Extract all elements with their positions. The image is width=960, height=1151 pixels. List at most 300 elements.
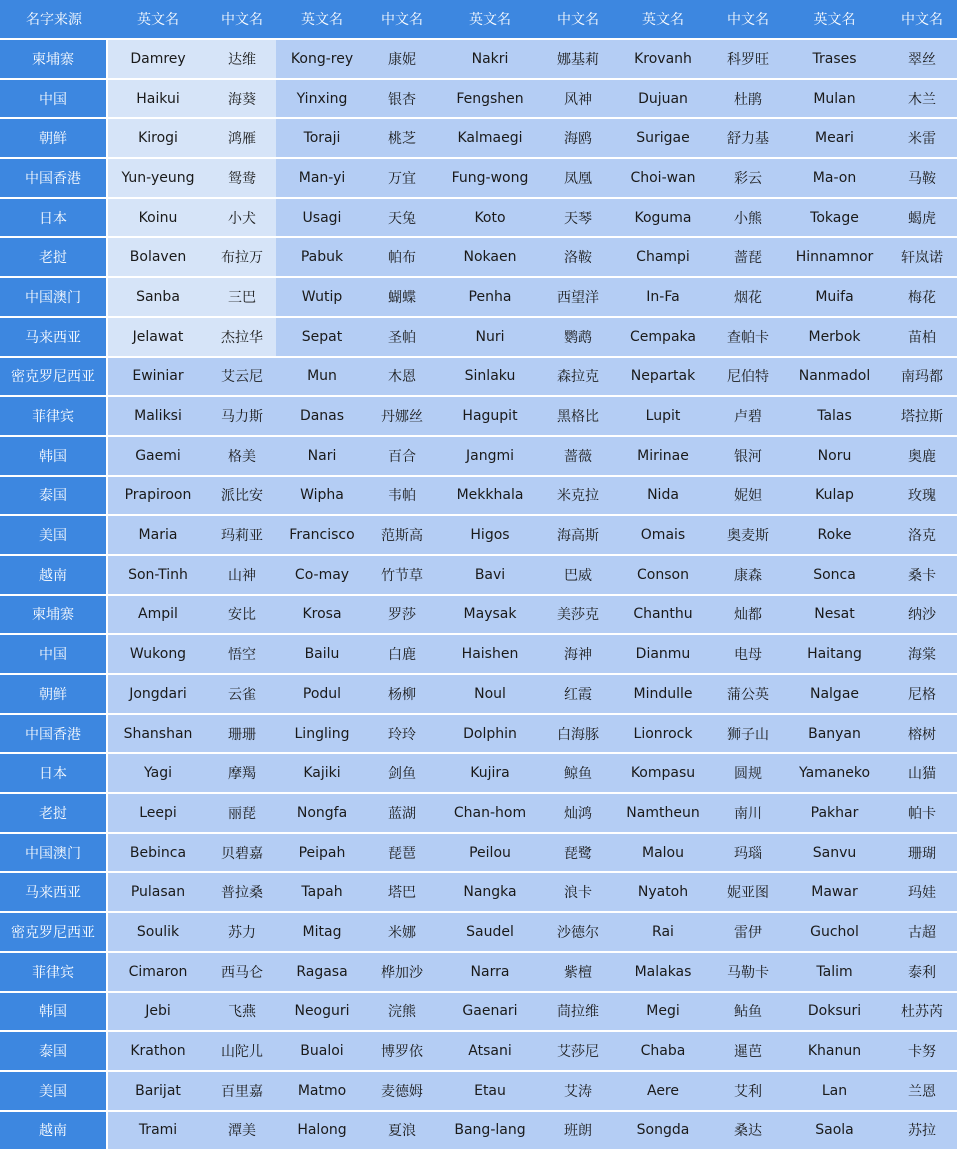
english-name-cell: Malakas xyxy=(612,953,714,993)
english-name-cell: Kulap xyxy=(782,477,887,517)
table-row xyxy=(0,1112,957,1151)
english-name-cell: Wukong xyxy=(108,635,208,675)
table-row xyxy=(0,596,957,636)
english-name-cell: Bang-lang xyxy=(436,1112,544,1151)
origin-cell: 韩国 xyxy=(0,993,108,1033)
chinese-name-cell: 轩岚诺 xyxy=(887,238,957,278)
table-row xyxy=(0,516,957,556)
chinese-name-cell: 电母 xyxy=(714,635,782,675)
chinese-name-cell: 妮亚图 xyxy=(714,873,782,913)
table-row xyxy=(0,278,957,318)
english-name-cell: Mitag xyxy=(276,913,368,953)
english-name-cell: Bebinca xyxy=(108,834,208,874)
chinese-name-cell: 悟空 xyxy=(208,635,276,675)
chinese-name-cell: 艾云尼 xyxy=(208,358,276,398)
english-name-cell: Trases xyxy=(782,40,887,80)
chinese-name-cell: 南玛都 xyxy=(887,358,957,398)
english-name-cell: Dolphin xyxy=(436,715,544,755)
chinese-name-cell: 玫瑰 xyxy=(887,477,957,517)
english-name-cell: Leepi xyxy=(108,794,208,834)
chinese-name-cell: 米克拉 xyxy=(544,477,612,517)
english-name-cell: Nongfa xyxy=(276,794,368,834)
chinese-name-cell: 韦帕 xyxy=(368,477,436,517)
english-name-cell: Peilou xyxy=(436,834,544,874)
english-name-cell: Hagupit xyxy=(436,397,544,437)
origin-cell: 韩国 xyxy=(0,437,108,477)
origin-cell: 柬埔寨 xyxy=(0,596,108,636)
chinese-name-cell: 珊瑚 xyxy=(887,834,957,874)
english-name-cell: Nida xyxy=(612,477,714,517)
chinese-name-cell: 巴威 xyxy=(544,556,612,596)
english-name-cell: Francisco xyxy=(276,516,368,556)
chinese-name-cell: 艾涛 xyxy=(544,1072,612,1112)
chinese-name-cell: 马鞍 xyxy=(887,159,957,199)
table-row xyxy=(0,238,957,278)
table-row xyxy=(0,1032,957,1072)
chinese-name-cell: 格美 xyxy=(208,437,276,477)
english-name-cell: Bualoi xyxy=(276,1032,368,1072)
english-name-cell: Sanba xyxy=(108,278,208,318)
chinese-name-cell: 狮子山 xyxy=(714,715,782,755)
chinese-name-cell: 风神 xyxy=(544,80,612,120)
english-name-cell: Mekkhala xyxy=(436,477,544,517)
chinese-name-cell: 白鹿 xyxy=(368,635,436,675)
table-row xyxy=(0,754,957,794)
header-cell: 中文名 xyxy=(887,0,957,40)
english-name-cell: Yamaneko xyxy=(782,754,887,794)
chinese-name-cell: 珊珊 xyxy=(208,715,276,755)
english-name-cell: Wutip xyxy=(276,278,368,318)
chinese-name-cell: 玲玲 xyxy=(368,715,436,755)
table-row xyxy=(0,477,957,517)
english-name-cell: Haikui xyxy=(108,80,208,120)
chinese-name-cell: 桑卡 xyxy=(887,556,957,596)
chinese-name-cell: 泰利 xyxy=(887,953,957,993)
chinese-name-cell: 木恩 xyxy=(368,358,436,398)
chinese-name-cell: 奥麦斯 xyxy=(714,516,782,556)
chinese-name-cell: 海神 xyxy=(544,635,612,675)
english-name-cell: Pulasan xyxy=(108,873,208,913)
table-row xyxy=(0,159,957,199)
header-cell: 中文名 xyxy=(208,0,276,40)
chinese-name-cell: 蒲公英 xyxy=(714,675,782,715)
chinese-name-cell: 云雀 xyxy=(208,675,276,715)
origin-cell: 马来西亚 xyxy=(0,318,108,358)
origin-cell: 美国 xyxy=(0,1072,108,1112)
chinese-name-cell: 纳沙 xyxy=(887,596,957,636)
table-row xyxy=(0,358,957,398)
origin-cell: 中国香港 xyxy=(0,715,108,755)
chinese-name-cell: 康森 xyxy=(714,556,782,596)
english-name-cell: Nangka xyxy=(436,873,544,913)
english-name-cell: Mindulle xyxy=(612,675,714,715)
english-name-cell: Koto xyxy=(436,199,544,239)
chinese-name-cell: 银杏 xyxy=(368,80,436,120)
chinese-name-cell: 海高斯 xyxy=(544,516,612,556)
chinese-name-cell: 蝎虎 xyxy=(887,199,957,239)
table-row xyxy=(0,635,957,675)
english-name-cell: Nokaen xyxy=(436,238,544,278)
english-name-cell: Ewiniar xyxy=(108,358,208,398)
chinese-name-cell: 灿都 xyxy=(714,596,782,636)
english-name-cell: Koguma xyxy=(612,199,714,239)
chinese-name-cell: 杨柳 xyxy=(368,675,436,715)
chinese-name-cell: 美莎克 xyxy=(544,596,612,636)
chinese-name-cell: 茼拉维 xyxy=(544,993,612,1033)
english-name-cell: Yinxing xyxy=(276,80,368,120)
english-name-cell: Banyan xyxy=(782,715,887,755)
chinese-name-cell: 天兔 xyxy=(368,199,436,239)
english-name-cell: Tapah xyxy=(276,873,368,913)
english-name-cell: Maliksi xyxy=(108,397,208,437)
chinese-name-cell: 古超 xyxy=(887,913,957,953)
english-name-cell: Cempaka xyxy=(612,318,714,358)
english-name-cell: Sepat xyxy=(276,318,368,358)
english-name-cell: Soulik xyxy=(108,913,208,953)
chinese-name-cell: 彩云 xyxy=(714,159,782,199)
english-name-cell: Nanmadol xyxy=(782,358,887,398)
chinese-name-cell: 翠丝 xyxy=(887,40,957,80)
table-row xyxy=(0,1072,957,1112)
english-name-cell: Chan-hom xyxy=(436,794,544,834)
chinese-name-cell: 兰恩 xyxy=(887,1072,957,1112)
chinese-name-cell: 洛鞍 xyxy=(544,238,612,278)
chinese-name-cell: 梅花 xyxy=(887,278,957,318)
english-name-cell: Peipah xyxy=(276,834,368,874)
english-name-cell: Usagi xyxy=(276,199,368,239)
chinese-name-cell: 小犬 xyxy=(208,199,276,239)
english-name-cell: Lingling xyxy=(276,715,368,755)
chinese-name-cell: 杜鹃 xyxy=(714,80,782,120)
chinese-name-cell: 鲸鱼 xyxy=(544,754,612,794)
chinese-name-cell: 罗莎 xyxy=(368,596,436,636)
english-name-cell: Wipha xyxy=(276,477,368,517)
chinese-name-cell: 红霞 xyxy=(544,675,612,715)
chinese-name-cell: 桃芝 xyxy=(368,119,436,159)
chinese-name-cell: 海葵 xyxy=(208,80,276,120)
chinese-name-cell: 马勒卡 xyxy=(714,953,782,993)
chinese-name-cell: 紫檀 xyxy=(544,953,612,993)
chinese-name-cell: 山陀儿 xyxy=(208,1032,276,1072)
table-row xyxy=(0,913,957,953)
chinese-name-cell: 沙德尔 xyxy=(544,913,612,953)
english-name-cell: Aere xyxy=(612,1072,714,1112)
english-name-cell: Danas xyxy=(276,397,368,437)
chinese-name-cell: 夏浪 xyxy=(368,1112,436,1151)
english-name-cell: Pabuk xyxy=(276,238,368,278)
english-name-cell: Nari xyxy=(276,437,368,477)
english-name-cell: Noru xyxy=(782,437,887,477)
english-name-cell: Ampil xyxy=(108,596,208,636)
header-cell: 名字来源 xyxy=(0,0,108,40)
english-name-cell: Jebi xyxy=(108,993,208,1033)
english-name-cell: Chaba xyxy=(612,1032,714,1072)
english-name-cell: Halong xyxy=(276,1112,368,1151)
english-name-cell: Talas xyxy=(782,397,887,437)
english-name-cell: Bolaven xyxy=(108,238,208,278)
english-name-cell: Jangmi xyxy=(436,437,544,477)
english-name-cell: Dianmu xyxy=(612,635,714,675)
english-name-cell: Namtheun xyxy=(612,794,714,834)
chinese-name-cell: 苏力 xyxy=(208,913,276,953)
english-name-cell: Kajiki xyxy=(276,754,368,794)
origin-cell: 菲律宾 xyxy=(0,953,108,993)
chinese-name-cell: 琵琶 xyxy=(368,834,436,874)
chinese-name-cell: 塔巴 xyxy=(368,873,436,913)
english-name-cell: Cimaron xyxy=(108,953,208,993)
origin-cell: 菲律宾 xyxy=(0,397,108,437)
chinese-name-cell: 玛瑙 xyxy=(714,834,782,874)
origin-cell: 马来西亚 xyxy=(0,873,108,913)
chinese-name-cell: 艾莎尼 xyxy=(544,1032,612,1072)
english-name-cell: Conson xyxy=(612,556,714,596)
english-name-cell: Atsani xyxy=(436,1032,544,1072)
english-name-cell: Higos xyxy=(436,516,544,556)
english-name-cell: Hinnamnor xyxy=(782,238,887,278)
chinese-name-cell: 丹娜丝 xyxy=(368,397,436,437)
english-name-cell: Saudel xyxy=(436,913,544,953)
english-name-cell: Jongdari xyxy=(108,675,208,715)
english-name-cell: Kujira xyxy=(436,754,544,794)
english-name-cell: Maria xyxy=(108,516,208,556)
english-name-cell: Penha xyxy=(436,278,544,318)
chinese-name-cell: 杜苏芮 xyxy=(887,993,957,1033)
origin-cell: 朝鲜 xyxy=(0,119,108,159)
english-name-cell: Dujuan xyxy=(612,80,714,120)
english-name-cell: Omais xyxy=(612,516,714,556)
english-name-cell: Gaenari xyxy=(436,993,544,1033)
chinese-name-cell: 蔷琵 xyxy=(714,238,782,278)
chinese-name-cell: 圆规 xyxy=(714,754,782,794)
english-name-cell: Meari xyxy=(782,119,887,159)
chinese-name-cell: 贝碧嘉 xyxy=(208,834,276,874)
english-name-cell: Nesat xyxy=(782,596,887,636)
chinese-name-cell: 黑格比 xyxy=(544,397,612,437)
chinese-name-cell: 塔拉斯 xyxy=(887,397,957,437)
origin-cell: 泰国 xyxy=(0,477,108,517)
chinese-name-cell: 玛娃 xyxy=(887,873,957,913)
english-name-cell: Koinu xyxy=(108,199,208,239)
table-row xyxy=(0,953,957,993)
english-name-cell: Co-may xyxy=(276,556,368,596)
header-cell: 英文名 xyxy=(436,0,544,40)
chinese-name-cell: 尼伯特 xyxy=(714,358,782,398)
header-cell: 中文名 xyxy=(368,0,436,40)
origin-cell: 中国香港 xyxy=(0,159,108,199)
chinese-name-cell: 山猫 xyxy=(887,754,957,794)
chinese-name-cell: 西望洋 xyxy=(544,278,612,318)
english-name-cell: Sonca xyxy=(782,556,887,596)
origin-cell: 日本 xyxy=(0,199,108,239)
chinese-name-cell: 竹节草 xyxy=(368,556,436,596)
english-name-cell: Sanvu xyxy=(782,834,887,874)
table-row xyxy=(0,397,957,437)
english-name-cell: Bavi xyxy=(436,556,544,596)
table-row xyxy=(0,993,957,1033)
origin-cell: 越南 xyxy=(0,556,108,596)
table-row xyxy=(0,437,957,477)
table-row xyxy=(0,40,957,80)
origin-cell: 泰国 xyxy=(0,1032,108,1072)
english-name-cell: Krathon xyxy=(108,1032,208,1072)
header-cell: 英文名 xyxy=(782,0,887,40)
english-name-cell: Malou xyxy=(612,834,714,874)
english-name-cell: Damrey xyxy=(108,40,208,80)
chinese-name-cell: 白海豚 xyxy=(544,715,612,755)
header-cell: 中文名 xyxy=(544,0,612,40)
table-row xyxy=(0,199,957,239)
english-name-cell: Jelawat xyxy=(108,318,208,358)
english-name-cell: Fung-wong xyxy=(436,159,544,199)
chinese-name-cell: 麦德姆 xyxy=(368,1072,436,1112)
chinese-name-cell: 舒力基 xyxy=(714,119,782,159)
table-row xyxy=(0,556,957,596)
origin-cell: 密克罗尼西亚 xyxy=(0,913,108,953)
english-name-cell: Yagi xyxy=(108,754,208,794)
table-row xyxy=(0,873,957,913)
chinese-name-cell: 万宜 xyxy=(368,159,436,199)
chinese-name-cell: 鸳鸯 xyxy=(208,159,276,199)
english-name-cell: Noul xyxy=(436,675,544,715)
origin-cell: 朝鲜 xyxy=(0,675,108,715)
chinese-name-cell: 百里嘉 xyxy=(208,1072,276,1112)
origin-cell: 中国 xyxy=(0,635,108,675)
english-name-cell: Nuri xyxy=(436,318,544,358)
english-name-cell: Muifa xyxy=(782,278,887,318)
chinese-name-cell: 妮妲 xyxy=(714,477,782,517)
english-name-cell: Kompasu xyxy=(612,754,714,794)
chinese-name-cell: 达维 xyxy=(208,40,276,80)
origin-cell: 美国 xyxy=(0,516,108,556)
english-name-cell: Gaemi xyxy=(108,437,208,477)
chinese-name-cell: 尼格 xyxy=(887,675,957,715)
english-name-cell: Mulan xyxy=(782,80,887,120)
chinese-name-cell: 马力斯 xyxy=(208,397,276,437)
chinese-name-cell: 桑达 xyxy=(714,1112,782,1151)
chinese-name-cell: 卢碧 xyxy=(714,397,782,437)
chinese-name-cell: 榕树 xyxy=(887,715,957,755)
chinese-name-cell: 科罗旺 xyxy=(714,40,782,80)
chinese-name-cell: 海棠 xyxy=(887,635,957,675)
chinese-name-cell: 米雷 xyxy=(887,119,957,159)
chinese-name-cell: 南川 xyxy=(714,794,782,834)
chinese-name-cell: 凤凰 xyxy=(544,159,612,199)
english-name-cell: Etau xyxy=(436,1072,544,1112)
english-name-cell: Saola xyxy=(782,1112,887,1151)
chinese-name-cell: 剑鱼 xyxy=(368,754,436,794)
english-name-cell: Tokage xyxy=(782,199,887,239)
english-name-cell: Kalmaegi xyxy=(436,119,544,159)
table-row xyxy=(0,318,957,358)
header-row xyxy=(0,0,957,40)
origin-cell: 中国澳门 xyxy=(0,278,108,318)
english-name-cell: Kirogi xyxy=(108,119,208,159)
header-cell: 英文名 xyxy=(276,0,368,40)
chinese-name-cell: 百合 xyxy=(368,437,436,477)
chinese-name-cell: 三巴 xyxy=(208,278,276,318)
english-name-cell: Lupit xyxy=(612,397,714,437)
chinese-name-cell: 康妮 xyxy=(368,40,436,80)
english-name-cell: Son-Tinh xyxy=(108,556,208,596)
chinese-name-cell: 鲇鱼 xyxy=(714,993,782,1033)
chinese-name-cell: 安比 xyxy=(208,596,276,636)
english-name-cell: Chanthu xyxy=(612,596,714,636)
chinese-name-cell: 潭美 xyxy=(208,1112,276,1151)
english-name-cell: Neoguri xyxy=(276,993,368,1033)
english-name-cell: Trami xyxy=(108,1112,208,1151)
english-name-cell: Man-yi xyxy=(276,159,368,199)
english-name-cell: Nepartak xyxy=(612,358,714,398)
english-name-cell: Pakhar xyxy=(782,794,887,834)
english-name-cell: Doksuri xyxy=(782,993,887,1033)
chinese-name-cell: 琵鹭 xyxy=(544,834,612,874)
chinese-name-cell: 雷伊 xyxy=(714,913,782,953)
english-name-cell: Matmo xyxy=(276,1072,368,1112)
chinese-name-cell: 卡努 xyxy=(887,1032,957,1072)
origin-cell: 老挝 xyxy=(0,238,108,278)
chinese-name-cell: 烟花 xyxy=(714,278,782,318)
english-name-cell: Kong-rey xyxy=(276,40,368,80)
english-name-cell: Mawar xyxy=(782,873,887,913)
chinese-name-cell: 山神 xyxy=(208,556,276,596)
chinese-name-cell: 圣帕 xyxy=(368,318,436,358)
english-name-cell: Talim xyxy=(782,953,887,993)
chinese-name-cell: 鹦鹉 xyxy=(544,318,612,358)
origin-cell: 中国澳门 xyxy=(0,834,108,874)
chinese-name-cell: 森拉克 xyxy=(544,358,612,398)
english-name-cell: Champi xyxy=(612,238,714,278)
chinese-name-cell: 蓝湖 xyxy=(368,794,436,834)
chinese-name-cell: 暹芭 xyxy=(714,1032,782,1072)
english-name-cell: Megi xyxy=(612,993,714,1033)
origin-cell: 日本 xyxy=(0,754,108,794)
chinese-name-cell: 帕布 xyxy=(368,238,436,278)
english-name-cell: Podul xyxy=(276,675,368,715)
chinese-name-cell: 派比安 xyxy=(208,477,276,517)
english-name-cell: Barijat xyxy=(108,1072,208,1112)
chinese-name-cell: 小熊 xyxy=(714,199,782,239)
chinese-name-cell: 苗柏 xyxy=(887,318,957,358)
english-name-cell: Ma-on xyxy=(782,159,887,199)
english-name-cell: Haitang xyxy=(782,635,887,675)
chinese-name-cell: 西马仑 xyxy=(208,953,276,993)
english-name-cell: Maysak xyxy=(436,596,544,636)
english-name-cell: Mirinae xyxy=(612,437,714,477)
chinese-name-cell: 蔷薇 xyxy=(544,437,612,477)
origin-cell: 密克罗尼西亚 xyxy=(0,358,108,398)
chinese-name-cell: 洛克 xyxy=(887,516,957,556)
chinese-name-cell: 班朗 xyxy=(544,1112,612,1151)
origin-cell: 老挝 xyxy=(0,794,108,834)
english-name-cell: Guchol xyxy=(782,913,887,953)
english-name-cell: Lan xyxy=(782,1072,887,1112)
english-name-cell: Bailu xyxy=(276,635,368,675)
chinese-name-cell: 木兰 xyxy=(887,80,957,120)
english-name-cell: Yun-yeung xyxy=(108,159,208,199)
english-name-cell: Nalgae xyxy=(782,675,887,715)
chinese-name-cell: 帕卡 xyxy=(887,794,957,834)
chinese-name-cell: 杰拉华 xyxy=(208,318,276,358)
chinese-name-cell: 范斯高 xyxy=(368,516,436,556)
english-name-cell: Ragasa xyxy=(276,953,368,993)
header-cell: 英文名 xyxy=(612,0,714,40)
english-name-cell: Lionrock xyxy=(612,715,714,755)
chinese-name-cell: 摩羯 xyxy=(208,754,276,794)
header-cell: 英文名 xyxy=(108,0,208,40)
chinese-name-cell: 鸿雁 xyxy=(208,119,276,159)
chinese-name-cell: 海鸥 xyxy=(544,119,612,159)
english-name-cell: Fengshen xyxy=(436,80,544,120)
